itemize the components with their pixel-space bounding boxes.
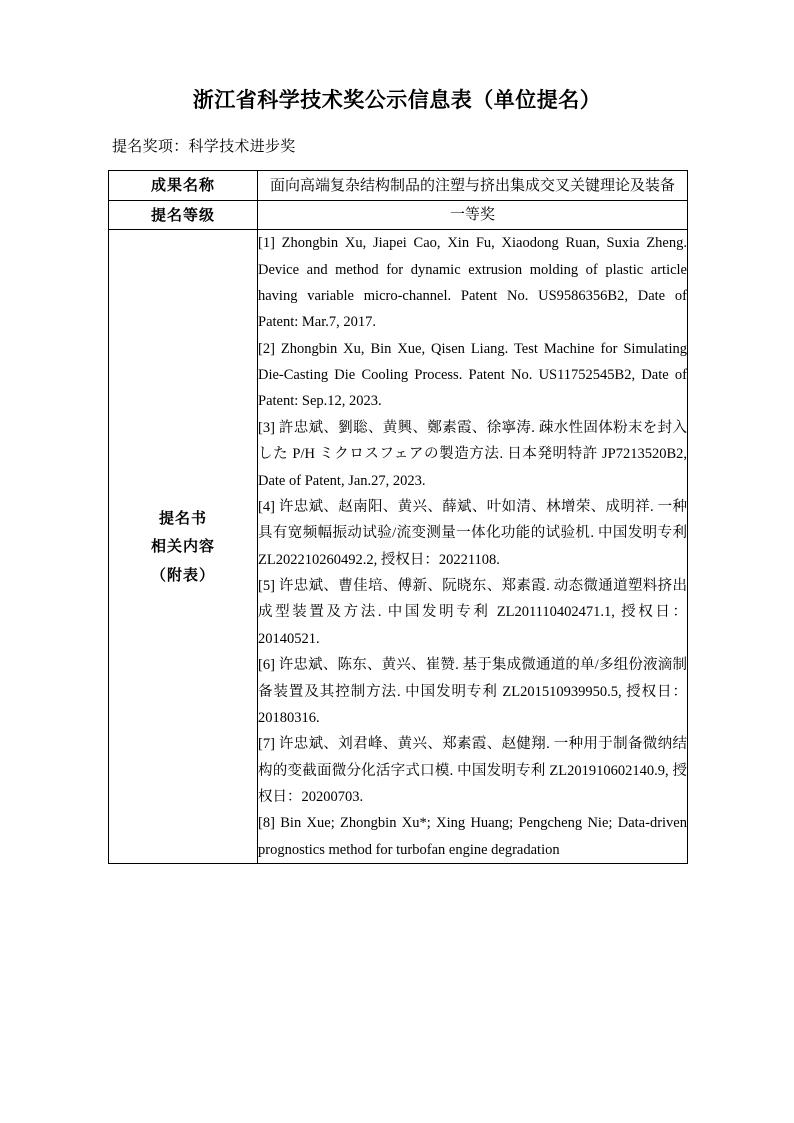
reference-item: [6] 许忠斌、陈东、黄兴、崔赞. 基于集成微通道的单/多组份液滴制备装置及其控制方法. 中国发明专利 ZL201510939950.5, 授权日：20180316. — [258, 657, 687, 726]
table-row — [109, 171, 688, 201]
award-category-line: 提名奖项：科学技术进步奖 — [112, 137, 296, 156]
reference-item: [1] Zhongbin Xu, Jiapei Cao, Xin Fu, Xiaodong Ruan, Suxia Zheng. Device and method for dynamic extrusion molding of plastic article having variable micro-channel. Patent No. US9586356B2, Date of Patent: Mar.7, 2017. — [258, 235, 687, 331]
reference-item: [3] 許忠斌、劉聡、黄興、鄭素霞、徐寧涛. 疎水性固体粉末を封入した P/H ミクロスフェアの製造方法. 日本発明特許 JP7213520B2, Date of Patent, Jan.27, 2023. — [258, 419, 687, 489]
table-row — [109, 200, 688, 230]
row-label-line-1: 提名书 — [158, 508, 207, 527]
publicity-info-table — [108, 170, 688, 864]
row-label-achievement-name: 成果名称 — [109, 171, 258, 201]
row-value-nomination-content — [258, 230, 688, 864]
reference-item: [8] Bin Xue; Zhongbin Xu*; Xing Huang; Pengcheng Nie; Data-driven prognostics method for turbofan engine degradation — [258, 815, 687, 858]
row-label-nomination-content — [109, 230, 258, 864]
page-title: 浙江省科学技术奖公示信息表（单位提名） — [192, 88, 602, 112]
row-label-nomination-grade: 提名等级 — [109, 200, 258, 230]
row-label-line-2: 相关内容 — [150, 537, 215, 556]
reference-item: [2] Zhongbin Xu, Bin Xue, Qisen Liang. Test Machine for Simulating Die-Casting Die Cooling Process. Patent No. US11752545B2, Date of Patent: Sep.12, 2023. — [258, 340, 687, 410]
reference-item: [7] 许忠斌、刘君峰、黄兴、郑素霞、赵健翔. 一种用于制备微纳结构的变截面微分化活字式口模. 中国发明专利 ZL201910602140.9, 授权日：20200703. — [258, 736, 687, 806]
row-value-nomination-grade: 一等奖 — [258, 200, 688, 230]
table-row — [109, 230, 688, 864]
row-value-achievement-name: 面向高端复杂结构制品的注塑与挤出集成交叉关键理论及装备 — [258, 171, 688, 201]
row-label-line-3: （附表） — [150, 565, 215, 584]
reference-item: [5] 许忠斌、曹佳培、傅新、阮晓东、郑素霞. 动态微通道塑料挤出成型装置及方法. 中国发明专利 ZL201110402471.1, 授权日：20140521. — [258, 578, 687, 647]
reference-item: [4] 许忠斌、赵南阳、黄兴、薛斌、叶如清、林增荣、成明祥. 一种具有宽频幅振动试验/流变测量一体化功能的试验机. 中国发明专利 ZL202210260492.2, 授权日：20221108. — [258, 498, 687, 568]
